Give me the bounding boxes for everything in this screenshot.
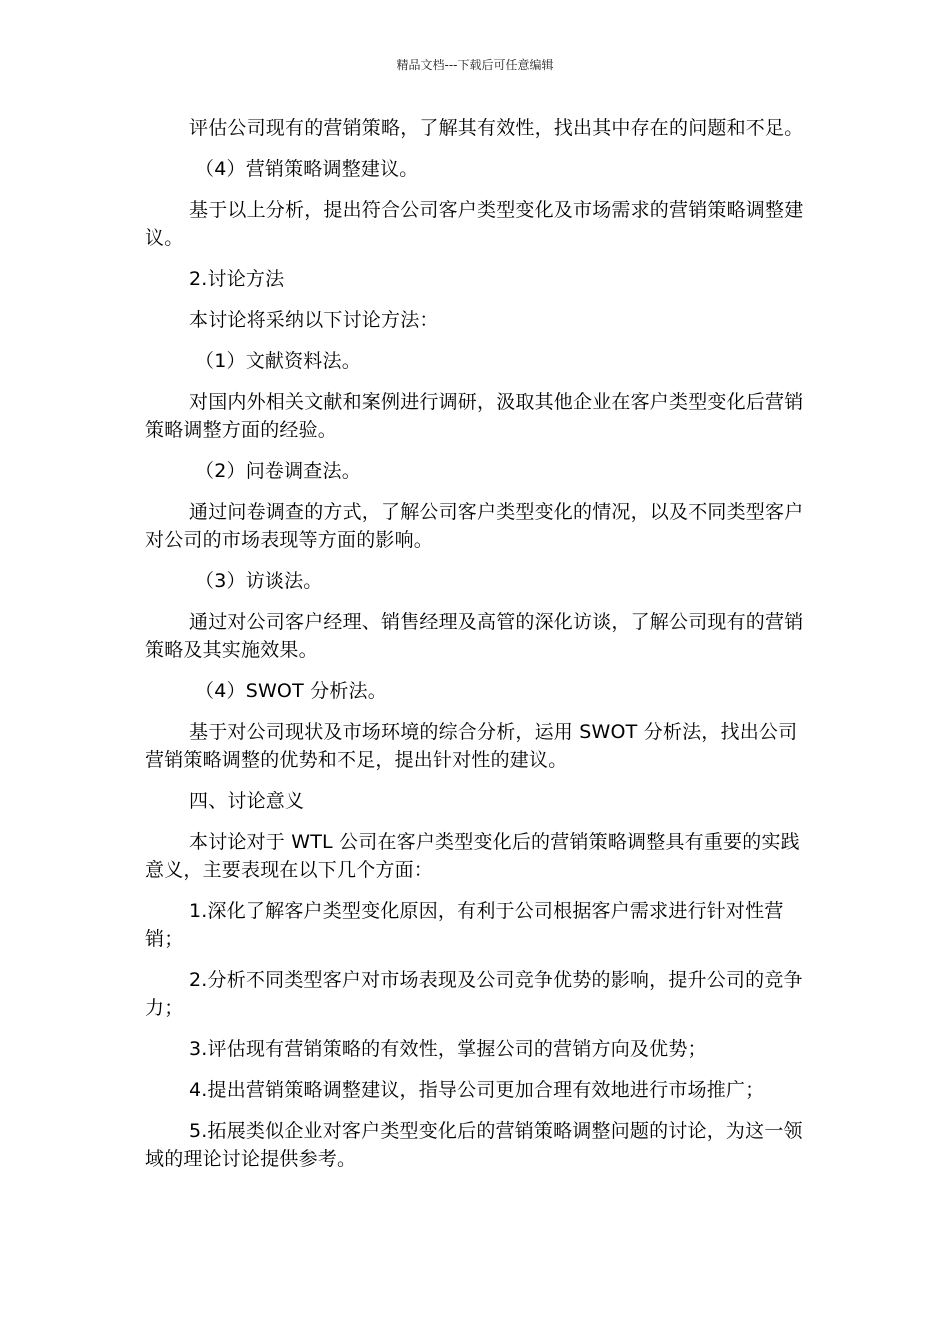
section-heading-methods: 2.讨论方法 xyxy=(189,268,285,290)
paragraph-swot: 基于对公司现状及市场环境的综合分析，运用 SWOT 分析法，找出公司营销策略调整的优势和不足，提出针对性的建议。 xyxy=(145,721,798,771)
list-item-significance-2: 2.分析不同类型客户对市场表现及公司竞争优势的影响，提升公司的竞争力； xyxy=(145,969,803,1019)
list-item-literature: （1）文献资料法。 xyxy=(195,350,361,372)
paragraph-methods-intro: 本讨论将采纳以下讨论方法： xyxy=(189,309,439,331)
section-heading-significance: 四、讨论意义 xyxy=(189,790,305,812)
list-item-interview: （3）访谈法。 xyxy=(195,570,323,592)
paragraph-evaluate-strategy: 评估公司现有的营销策略，了解其有效性，找出其中存在的问题和不足。 xyxy=(189,117,804,139)
document-body xyxy=(145,114,810,1186)
paragraph-propose-suggestion: 基于以上分析，提出符合公司客户类型变化及市场需求的营销策略调整建议。 xyxy=(145,199,804,249)
list-item-survey: （2）问卷调查法。 xyxy=(195,460,361,482)
page-header: 精品文档---下载后可任意编辑 xyxy=(396,58,554,72)
list-item-significance-4: 4.提出营销策略调整建议，指导公司更加合理有效地进行市场推广； xyxy=(189,1079,765,1101)
paragraph-survey: 通过问卷调查的方式，了解公司客户类型变化的情况，以及不同类型客户对公司的市场表现等方面的影响。 xyxy=(145,501,804,551)
paragraph-literature: 对国内外相关文献和案例进行调研，汲取其他企业在客户类型变化后营销策略调整方面的经验。 xyxy=(145,391,804,441)
list-item-adjust-suggestion: （4）营销策略调整建议。 xyxy=(195,158,419,180)
list-item-significance-3: 3.评估现有营销策略的有效性，掌握公司的营销方向及优势； xyxy=(189,1038,707,1060)
list-item-significance-1: 1.深化了解客户类型变化原因，有利于公司根据客户需求进行针对性营销； xyxy=(145,900,784,950)
paragraph-significance-intro: 本讨论对于 WTL 公司在客户类型变化后的营销策略调整具有重要的实践意义，主要表现在以下几个方面： xyxy=(145,831,800,881)
list-item-swot: （4）SWOT 分析法。 xyxy=(195,680,387,702)
list-item-significance-5: 5.拓展类似企业对客户类型变化后的营销策略调整问题的讨论，为这一领域的理论讨论提供参考。 xyxy=(145,1120,803,1170)
paragraph-interview: 通过对公司客户经理、销售经理及高管的深化访谈，了解公司现有的营销策略及其实施效果。 xyxy=(145,611,804,661)
